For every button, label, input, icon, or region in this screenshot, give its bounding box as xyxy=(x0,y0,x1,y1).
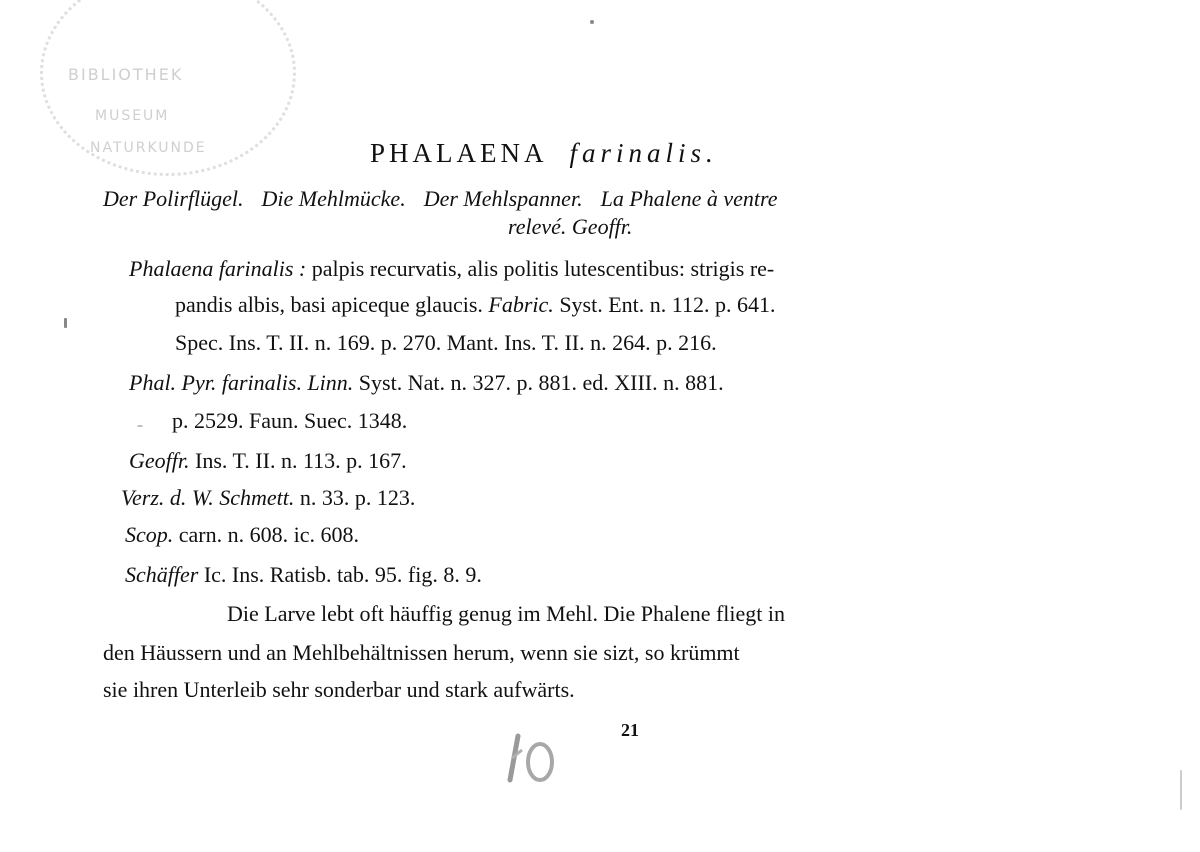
reference-line xyxy=(129,370,724,396)
reference-text: carn. n. 608. ic. 608. xyxy=(173,522,359,547)
reference-source: Fabric. xyxy=(482,292,554,317)
reference-text: Syst. Nat. n. 327. p. 881. ed. XIII. n. 881. xyxy=(353,370,724,395)
reference-text: palpis recurvatis, alis politis lutescentibus: strigis re- xyxy=(306,256,775,281)
scan-speck xyxy=(64,318,67,328)
reference-text: pandis albis, basi apiceque glaucis. xyxy=(175,292,483,317)
paragraph-line: den Häussern und an Mehlbehältnissen herum, wenn sie sizt, so krümmt xyxy=(103,640,740,665)
synonym: Der Polirflügel. xyxy=(103,186,244,211)
handwritten-mark xyxy=(498,728,568,788)
paragraph-line: Die Larve lebt oft häuffig genug im Mehl. Die Phalene fliegt in xyxy=(227,601,785,626)
synonym-line xyxy=(103,186,778,212)
synonym: Der Mehlspanner. xyxy=(423,186,583,211)
stamp-text: BIBLIOTHEK xyxy=(68,65,184,84)
synonym: Die Mehlmücke. xyxy=(261,186,406,211)
synonym: La Phalene à ventre xyxy=(600,186,778,211)
reference-line xyxy=(121,485,415,511)
scan-speck xyxy=(1180,770,1182,810)
stamp-text: MUSEUM xyxy=(95,108,170,124)
reference-text: Ic. Ins. Ratisb. tab. 95. fig. 8. 9. xyxy=(198,562,482,587)
reference-line xyxy=(175,330,717,356)
reference-line xyxy=(125,522,359,548)
reference-source: Schäffer xyxy=(125,562,199,587)
page-title xyxy=(370,138,718,169)
scan-speck xyxy=(137,425,143,427)
reference-source: Phal. Pyr. farinalis. Linn. xyxy=(129,370,354,395)
reference-source: Phalaena farinalis : xyxy=(129,256,307,281)
reference-source: Scop. xyxy=(125,522,174,547)
reference-line xyxy=(129,448,407,474)
stamp-text: NATURKUNDE xyxy=(90,140,207,156)
reference-source: Geoffr. xyxy=(129,448,190,473)
synonym-line: relevé. Geoffr. xyxy=(508,214,633,239)
page-number: 21 xyxy=(621,720,639,740)
scan-speck xyxy=(590,20,594,24)
reference-line xyxy=(129,256,774,282)
reference-source: Verz. d. W. Schmett. xyxy=(121,485,295,510)
reference-text: Spec. Ins. T. II. n. 169. p. 270. Mant. Ins. T. II. n. 264. p. 216. xyxy=(175,330,717,355)
reference-line xyxy=(125,562,482,588)
paragraph-line: sie ihren Unterleib sehr sonderbar und stark aufwärts. xyxy=(103,677,575,702)
title-genus: PHALAENA xyxy=(370,138,548,168)
reference-text: n. 33. p. 123. xyxy=(294,485,416,510)
reference-line xyxy=(172,408,407,434)
title-species: farinalis. xyxy=(569,138,718,168)
reference-text: p. 2529. Faun. Suec. 1348. xyxy=(172,408,408,433)
reference-line xyxy=(175,292,775,318)
reference-text: Ins. T. II. n. 113. p. 167. xyxy=(189,448,407,473)
reference-text: Syst. Ent. n. 112. p. 641. xyxy=(553,292,776,317)
